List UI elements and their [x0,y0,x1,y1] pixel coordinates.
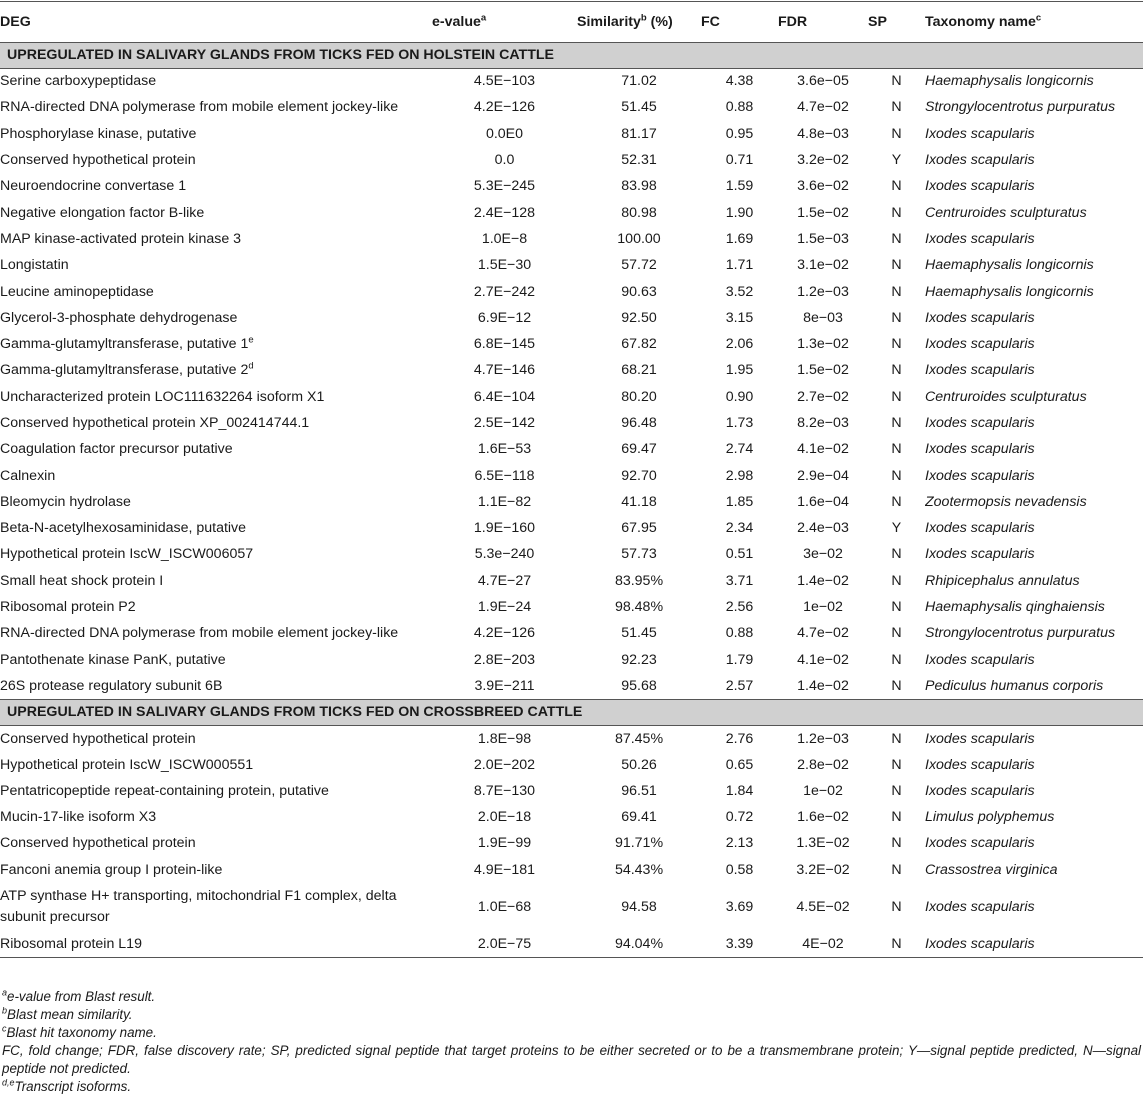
cell-fdr: 2.8e−02 [797,756,849,773]
cell-fdr: 8e−03 [803,309,843,326]
cell-similarity: 51.45 [621,99,657,116]
cell-sp: N [891,599,902,616]
cell-evalue: 1.5E−30 [477,257,532,274]
table-row [0,489,1143,515]
cell-taxonomy: Ixodes scapularis [925,415,1035,431]
cell-deg: ATP synthase H+ transporting, mitochondrial F1 complex, delta subunit precursor [0,888,397,926]
cell-taxonomy: Limulus polyphemus [925,809,1055,826]
cell-fc: 3.69 [725,898,754,915]
cell-sp: N [891,73,902,90]
cell-taxonomy: Ixodes scapularis [925,756,1035,773]
cell-deg: 26S protease regulatory subunit 6B [0,677,223,694]
table-row [0,542,1143,568]
cell-taxonomy: Ixodes scapularis [925,178,1035,195]
cell-sp: N [891,230,902,247]
cell-fdr: 1.3E−02 [796,835,850,852]
cell-similarity: 83.95% [614,572,664,589]
cell-sp: N [891,309,902,326]
cell-deg: Longistatin [0,257,69,274]
cell-similarity: 51.45 [621,625,657,642]
cell-deg: Small heat shock protein I [0,572,164,589]
table-row [0,253,1143,279]
cell-deg: Gamma-glutamyltransferase, putative 2$^d$ [0,360,254,379]
cell-fdr: 4.1e−02 [797,441,849,458]
table-row [0,200,1143,226]
cell-evalue: 1.8E−98 [477,730,532,747]
cell-fdr: 2.9e−04 [797,467,849,484]
cell-fdr: 3.2e−02 [797,152,849,169]
cell-fc: 1.79 [725,651,754,668]
cell-sp: N [891,336,902,353]
footnote [0,988,1141,1006]
cell-deg: Pantothenate kinase PanK, putative [0,651,226,668]
cell-sp: Y [891,152,902,169]
cell-taxonomy: Centruroides sculpturatus [925,388,1087,405]
cell-taxonomy: Ixodes scapularis [925,152,1035,169]
cell-similarity: 96.51 [621,782,657,799]
cell-fc: 2.98 [725,467,754,484]
table-row [0,568,1143,594]
cell-sp: N [891,625,902,642]
cell-fc: 0.71 [725,152,754,169]
cell-taxonomy: Haemaphysalis longicornis [925,73,1094,90]
cell-deg: RNA-directed DNA polymerase from mobile element jockey-like [0,625,399,642]
cell-similarity: 52.31 [621,152,657,169]
deg-table [0,1,1143,958]
table-row [0,883,1143,931]
cell-fc: 3.52 [725,283,754,300]
header-taxonomy-footnote-mark: c [1035,11,1042,23]
cell-deg: Neuroendocrine convertase 1 [0,178,187,195]
cell-sp: Y [891,520,902,537]
table-header [0,2,1143,43]
footnote-text: e-value from Blast result. [7,989,156,1004]
cell-taxonomy: Ixodes scapularis [925,125,1035,142]
cell-taxonomy: Centruroides sculpturatus [925,204,1087,221]
footnote-text: Blast hit taxonomy name. [6,1025,157,1040]
cell-taxonomy: Ixodes scapularis [925,651,1035,668]
table-row [0,831,1143,857]
cell-evalue: 2.0E−18 [477,809,532,826]
table-row [0,226,1143,252]
cell-evalue: 1.6E−53 [477,441,532,458]
table-row [0,673,1143,699]
section-header-row [0,700,1143,726]
cell-deg: Beta-N-acetylhexosaminidase, putative [0,520,247,537]
cell-evalue: 5.3e−240 [474,546,535,563]
cell-taxonomy: Pediculus humanus corporis [925,677,1104,694]
cell-sp: N [891,809,902,826]
cell-fdr: 8.2e−03 [797,415,849,431]
cell-deg: Calnexin [0,467,56,484]
table-row [0,305,1143,331]
cell-evalue: 6.4E−104 [473,388,536,405]
table-row [0,147,1143,173]
cell-sp: N [891,730,902,747]
section-title: UPREGULATED IN SALIVARY GLANDS FROM TICKS FED ON CROSSBREED CATTLE [0,700,1143,726]
cell-evalue: 1.9E−99 [477,835,532,852]
footnote-mark: e [248,334,254,346]
cell-fdr: 1e−02 [803,599,843,616]
cell-fdr: 2.4e−03 [797,520,849,537]
cell-sp: N [891,283,902,300]
table-row [0,516,1143,542]
cell-sp: N [891,493,902,510]
cell-fdr: 4.7e−02 [797,99,849,116]
cell-taxonomy: Ixodes scapularis [925,730,1035,747]
cell-deg: Mucin-17-like isoform X3 [0,809,157,826]
cell-fc: 0.51 [725,546,754,563]
cell-fdr: 1.3e−02 [797,336,849,353]
cell-evalue: 2.8E−203 [473,651,536,668]
cell-fc: 1.73 [725,415,754,431]
cell-fc: 2.57 [725,677,754,694]
cell-deg: RNA-directed DNA polymerase from mobile element jockey-like [0,99,399,116]
cell-fc: 0.88 [725,625,754,642]
cell-fc: 2.34 [725,520,754,537]
cell-similarity: 92.50 [621,309,657,326]
table-row [0,437,1143,463]
footnote [0,1024,1141,1042]
cell-similarity: 69.47 [621,441,657,458]
footnote [0,1006,1141,1024]
cell-deg: Conserved hypothetical protein [0,730,196,747]
cell-taxonomy: Ixodes scapularis [925,336,1035,353]
cell-similarity: 90.63 [621,283,657,300]
cell-sp: N [891,572,902,589]
cell-fdr: 1.5e−02 [797,204,849,221]
cell-fdr: 1.4e−02 [797,572,849,589]
cell-fc: 0.72 [725,809,754,826]
cell-deg: Bleomycin hydrolase [0,493,131,510]
cell-similarity: 80.20 [621,388,657,405]
cell-similarity: 96.48 [621,415,657,431]
cell-deg: Uncharacterized protein LOC111632264 isoform X1 [0,388,325,405]
cell-deg: Hypothetical protein IscW_ISCW006057 [0,546,254,563]
cell-similarity: 69.41 [621,809,657,826]
header-taxonomy: Taxonomy name$^c$ [925,2,1143,43]
table-row [0,594,1143,620]
footnote-mark: b [2,1005,8,1016]
cell-sp: N [891,835,902,852]
cell-similarity: 92.70 [621,467,657,484]
cell-similarity: 71.02 [621,73,657,90]
header-similarity-footnote-mark: b [640,11,647,23]
cell-similarity: 87.45% [614,730,664,747]
cell-fdr: 1.4e−02 [797,677,849,694]
cell-evalue: 1.9E−24 [477,599,532,616]
footnote-mark: c [2,1023,7,1034]
table-row [0,931,1143,957]
cell-taxonomy: Ixodes scapularis [925,520,1035,537]
cell-taxonomy: Zootermopsis nevadensis [925,493,1087,510]
cell-fc: 1.95 [725,362,754,379]
cell-sp: N [868,931,925,957]
cell-fc: 1.69 [725,230,754,247]
cell-similarity: 80.98 [621,204,657,221]
footnote [0,1078,1141,1096]
cell-evalue: 2.7E−242 [473,283,536,300]
cell-evalue: 4.5E−103 [473,73,536,90]
cell-taxonomy: Haemaphysalis longicornis [925,257,1094,274]
cell-similarity: 68.21 [621,362,657,379]
cell-fdr: 3.2E−02 [796,861,850,878]
cell-taxonomy: Crassostrea virginica [925,861,1058,878]
cell-evalue: 4.2E−126 [473,625,536,642]
cell-taxonomy: Ixodes scapularis [925,309,1035,326]
cell-deg: MAP kinase-activated protein kinase 3 [0,230,242,247]
cell-evalue: 0.0E0 [485,125,524,142]
cell-similarity: 67.82 [621,336,657,353]
cell-fdr: 1.5e−02 [797,362,849,379]
table-row [0,384,1143,410]
cell-fdr: 3.6e−05 [797,73,849,90]
cell-fc: 1.84 [725,782,754,799]
footnote-text: FC, fold change; FDR, false discovery rate; SP, predicted signal peptide that target proteins to be either secreted or to be a transmembrane protein; Y—signal peptide predicted, N—signal peptide not predicted. [2,1043,1141,1076]
table-row [0,174,1143,200]
cell-similarity: 92.23 [621,651,657,668]
cell-fc: 2.13 [725,835,754,852]
cell-fc: 0.58 [725,861,754,878]
cell-evalue: 2.0E−75 [432,931,577,957]
cell-taxonomy: Ixodes scapularis [925,782,1035,799]
cell-fc: 0.95 [725,125,754,142]
cell-deg: Conserved hypothetical protein [0,152,196,169]
cell-sp: N [891,441,902,458]
cell-taxonomy: Ixodes scapularis [925,546,1035,563]
cell-similarity: 57.73 [621,546,657,563]
table-row [0,410,1143,436]
header-similarity: Similarity$^b$ (%) [577,2,701,43]
cell-evalue: 8.7E−130 [473,782,536,799]
cell-taxonomy: Ixodes scapularis [925,230,1035,247]
cell-similarity: 41.18 [621,493,657,510]
table-row [0,778,1143,804]
table-row [0,805,1143,831]
cell-fc: 0.65 [725,756,754,773]
cell-fc: 3.15 [725,309,754,326]
cell-deg: Pentatricopeptide repeat-containing protein, putative [0,782,329,799]
cell-fc: 4.38 [725,73,754,90]
cell-fc: 2.74 [725,441,754,458]
cell-evalue: 1.1E−82 [477,493,532,510]
cell-evalue: 1.9E−160 [473,520,536,537]
cell-taxonomy: Ixodes scapularis [925,898,1035,915]
cell-evalue: 2.5E−142 [473,415,536,431]
cell-deg: Ribosomal protein L19 [0,931,432,957]
table-row [0,726,1143,752]
cell-sp: N [891,861,902,878]
table-row [0,358,1143,384]
table-row [0,752,1143,778]
cell-deg: Glycerol-3-phosphate dehydrogenase [0,309,238,326]
header-evalue-footnote-mark: a [480,11,487,23]
cell-similarity: 83.98 [621,178,657,195]
cell-sp: N [891,651,902,668]
header-fdr: FDR [778,2,868,43]
footnote-text: Blast mean similarity. [7,1007,133,1022]
table-row [0,279,1143,305]
cell-similarity: 100.00 [617,230,661,247]
cell-fdr: 3.6e−02 [797,178,849,195]
cell-sp: N [891,362,902,379]
footnote-mark: d [248,360,254,372]
header-fc: FC [701,2,778,43]
cell-fc: 3.39 [701,931,778,957]
footnote [0,1042,1141,1078]
cell-taxonomy: Rhipicephalus annulatus [925,572,1080,589]
cell-deg: Leucine aminopeptidase [0,283,154,300]
table-row [0,463,1143,489]
footnote-mark: d,e [2,1077,15,1088]
cell-fc: 1.85 [725,493,754,510]
header-sp: SP [868,2,925,43]
cell-fc: 2.56 [725,599,754,616]
cell-taxonomy: Strongylocentrotus purpuratus [925,625,1116,642]
cell-sp: N [891,388,902,405]
section-title: UPREGULATED IN SALIVARY GLANDS FROM TICKS FED ON HOLSTEIN CATTLE [0,43,1143,69]
cell-evalue: 2.0E−202 [473,756,536,773]
table-row [0,95,1143,121]
cell-similarity: 57.72 [621,257,657,274]
cell-taxonomy: Ixodes scapularis [925,441,1035,458]
header-row [0,2,1143,43]
cell-evalue: 6.9E−12 [477,309,532,326]
cell-fdr: 3.1e−02 [797,257,849,274]
cell-taxonomy: Ixodes scapularis [925,835,1035,852]
section-header-row [0,43,1143,69]
cell-evalue: 6.5E−118 [474,467,535,484]
cell-taxonomy: Haemaphysalis qinghaiensis [925,599,1105,616]
cell-deg: Gamma-glutamyltransferase, putative 1e [0,334,254,353]
cell-similarity: 81.17 [621,125,657,142]
cell-fdr: 1.2e−03 [797,730,849,747]
cell-fc: 0.90 [725,388,754,405]
cell-deg: Coagulation factor precursor putative [0,441,233,458]
cell-sp: N [891,782,902,799]
cell-fc: 3.71 [725,572,754,589]
cell-deg: Ribosomal protein P2 [0,599,136,616]
cell-taxonomy: Haemaphysalis longicornis [925,283,1094,300]
cell-evalue: 1.0E−68 [477,898,532,915]
cell-similarity: 95.68 [621,677,657,694]
cell-evalue: 4.2E−126 [473,99,536,116]
cell-deg: Conserved hypothetical protein XP_002414744.1 [0,415,310,431]
cell-fdr: 4.8e−03 [797,125,849,142]
cell-fdr: 4E−02 [778,931,868,957]
cell-sp: N [891,467,902,484]
cell-taxonomy: Ixodes scapularis [925,362,1035,379]
cell-sp: N [891,99,902,116]
cell-evalue: 1.0E−8 [481,230,528,247]
header-deg: DEG [0,2,432,43]
cell-fdr: 3e−02 [803,546,843,563]
cell-evalue: 4.7E−146 [473,362,536,379]
cell-fdr: 1.5e−03 [797,230,849,247]
cell-fc: 1.59 [725,178,754,195]
cell-deg: Conserved hypothetical protein [0,835,196,852]
cell-taxonomy: Strongylocentrotus purpuratus [925,99,1116,116]
table-row [0,621,1143,647]
cell-similarity: 94.04% [577,931,701,957]
cell-fdr: 4.7e−02 [797,625,849,642]
footnote-text: Transcript isoforms. [14,1079,132,1094]
table-row [0,331,1143,357]
cell-evalue: 2.4E−128 [473,204,536,221]
footnote-mark: a [2,987,8,998]
table-row [0,69,1143,95]
cell-deg: Hypothetical protein IscW_ISCW000551 [0,756,254,773]
table-footnotes [0,988,1141,1096]
cell-fdr: 4.5E−02 [796,898,850,915]
cell-evalue: 4.7E−27 [477,572,532,589]
cell-deg: Serine carboxypeptidase [0,73,157,90]
cell-sp: N [891,546,902,563]
cell-fc: 1.71 [725,257,754,274]
cell-fc: 2.06 [725,336,754,353]
table-row [0,647,1143,673]
cell-sp: N [891,204,902,221]
table-row [0,857,1143,883]
cell-evalue: 0.0 [494,152,515,169]
cell-similarity: 91.71% [614,835,664,852]
cell-fc: 2.76 [725,730,754,747]
cell-evalue: 5.3E−245 [473,178,536,195]
cell-deg: Phosphorylase kinase, putative [0,125,197,142]
cell-fdr: 1.6e−04 [797,493,849,510]
cell-sp: N [891,756,902,773]
table-body [0,43,1143,958]
cell-sp: N [891,178,902,195]
cell-taxonomy: Ixodes scapularis [925,931,1143,957]
cell-sp: N [891,677,902,694]
cell-sp: N [891,898,902,915]
cell-fc: 1.90 [725,204,754,221]
cell-fdr: 1.2e−03 [797,283,849,300]
cell-fdr: 1e−02 [803,782,843,799]
cell-sp: N [891,415,902,431]
cell-evalue: 6.8E−145 [473,336,536,353]
header-evalue: e-value$^a$ [432,2,577,43]
cell-fc: 0.88 [725,99,754,116]
cell-deg: Negative elongation factor B-like [0,204,205,221]
cell-fdr: 4.1e−02 [797,651,849,668]
cell-similarity: 54.43% [614,861,664,878]
table-row [0,121,1143,147]
cell-evalue: 3.9E−211 [474,677,535,694]
cell-evalue: 4.9E−181 [473,861,536,878]
cell-similarity: 67.95 [621,520,657,537]
cell-similarity: 94.58 [621,898,657,915]
cell-similarity: 98.48% [614,599,664,616]
cell-similarity: 50.26 [621,756,657,773]
cell-fdr: 2.7e−02 [797,388,849,405]
cell-fdr: 1.6e−02 [797,809,849,826]
cell-deg: Fanconi anemia group I protein-like [0,861,223,878]
cell-sp: N [891,257,902,274]
cell-sp: N [891,125,902,142]
cell-taxonomy: Ixodes scapularis [925,467,1035,484]
